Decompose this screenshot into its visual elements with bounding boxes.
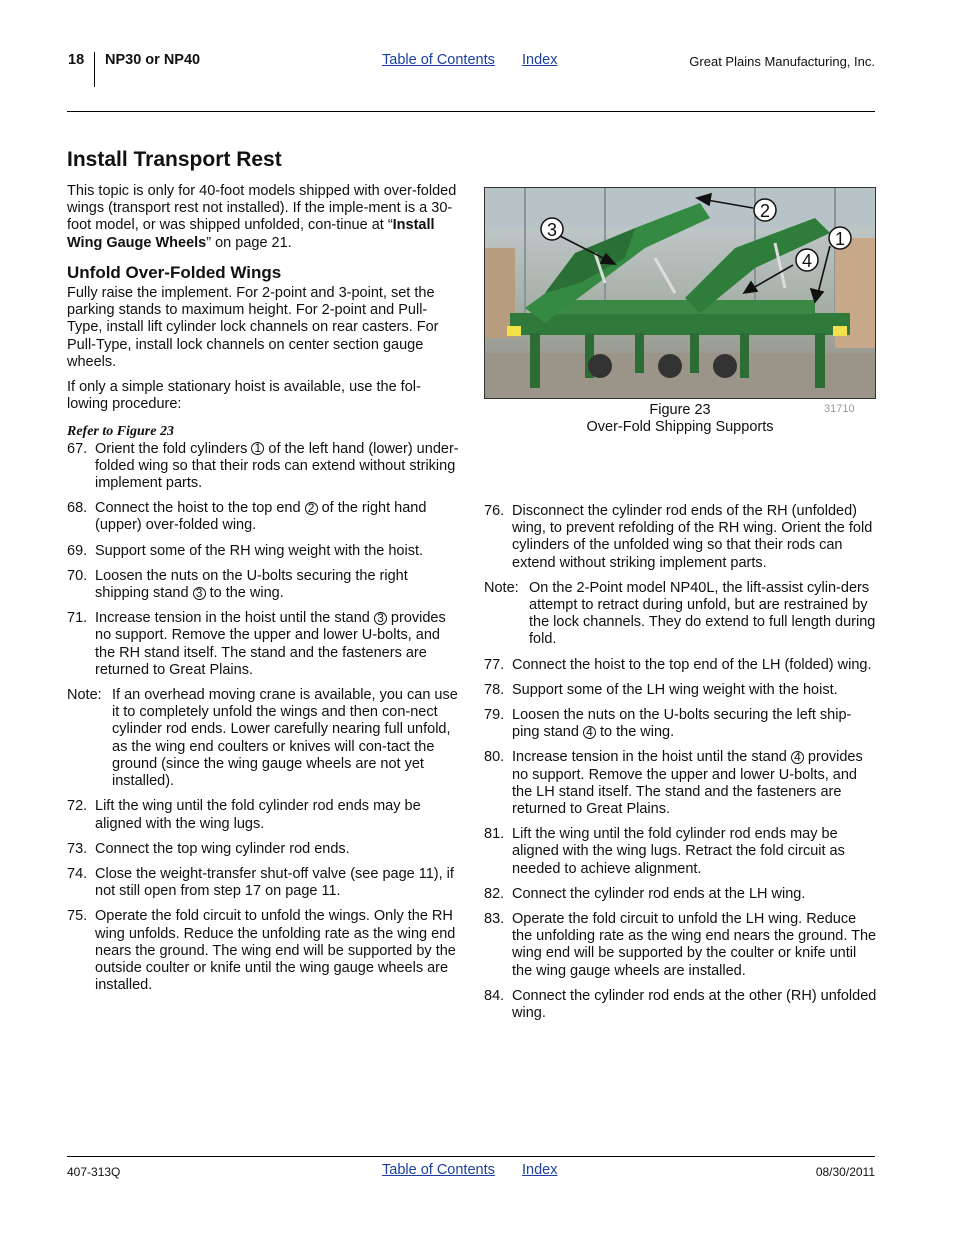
step-text-part: to the wing.: [205, 585, 284, 602]
step-item: [67, 441, 459, 493]
step-item: [484, 749, 878, 818]
paragraph-1: Fully raise the implement. For 2-point and 3-point, set the parking stands to maximum height. For 2-point and Pull-Type, install lift cylinder lock channels on rear casters. For Pull-Type, install lock channels on center section gauge wheels.: [67, 285, 439, 370]
subheading: Unfold Over-Folded Wings: [67, 262, 282, 282]
step-list-right-1: [484, 503, 878, 572]
note-left: [67, 687, 459, 790]
step-number: 68.: [67, 500, 88, 517]
step-number: 82.: [484, 885, 505, 902]
step-number: 76.: [484, 503, 505, 519]
step-item: [484, 503, 878, 572]
callout-4-label: 4: [801, 251, 813, 271]
figure-image-id: 31710: [824, 403, 855, 415]
step-item: [484, 826, 878, 878]
callout-ref-icon: 3: [193, 587, 206, 600]
intro-paragraph: [67, 183, 459, 252]
step-number: 81.: [484, 826, 505, 843]
refer-to-figure: Refer to Figure 23: [67, 424, 174, 440]
step-text-part: Connect the cylinder rod ends at the other (RH) unfolded wing.: [512, 987, 877, 1022]
step-text-part: Support some of the RH wing weight with the hoist.: [95, 542, 424, 559]
header-rule: [67, 111, 875, 112]
step-text: [512, 886, 878, 903]
step-text: [512, 682, 878, 699]
step-text-part: Increase tension in the hoist until the stand: [95, 610, 374, 627]
step-text-part: Lift the wing until the fold cylinder rod ends may be aligned with the wing lugs.: [95, 798, 421, 832]
step-item: [67, 610, 459, 679]
toc-link-bottom[interactable]: Table of Contents: [382, 1162, 495, 1178]
step-text: [512, 911, 878, 980]
step-list-left-2: [67, 798, 459, 994]
step-text: [512, 826, 878, 878]
company-name: Great Plains Manufacturing, Inc.: [689, 54, 875, 69]
step-item: [67, 866, 459, 900]
revision-date: 08/30/2011: [815, 1165, 875, 1179]
step-item: [484, 657, 878, 674]
step-item: [67, 500, 459, 534]
step-text-part: Operate the fold circuit to unfold the LH wing. Reduce the unfolding rate as the wing end nears the ground. The wing end will be supported by the coulter or knife until the wing gauge wheels are installed.: [512, 911, 877, 979]
step-number: 78.: [484, 681, 505, 698]
document-number: 407-313Q: [67, 1165, 121, 1179]
step-number: 80.: [484, 749, 505, 766]
note-label: Note:: [484, 579, 519, 596]
figure-23-image: [484, 187, 876, 399]
step-text-part: provides no support. Remove the upper and lower U-bolts, and the RH stand itself. The stand and the fasteners are returned to Great Plains.: [95, 610, 446, 678]
step-text-part: Connect the top wing cylinder rod ends.: [95, 840, 350, 857]
callout-ref-icon: 4: [791, 751, 804, 764]
index-link-bottom[interactable]: Index: [522, 1162, 558, 1178]
step-text: [95, 500, 459, 534]
callout-ref-icon: 4: [583, 726, 596, 739]
toc-link-top[interactable]: Table of Contents: [382, 52, 495, 68]
callout-ref-icon: 1: [251, 442, 264, 455]
paragraph-2: If only a simple stationary hoist is available, use the fol-lowing procedure:: [67, 379, 421, 413]
step-text-part: Operate the fold circuit to unfold the wings. Only the RH wing unfolds. Reduce the unfolding rate as the wing end nears the ground. The wing end will be supported by the outside coulter or knife until the wing gauge wheels are installed.: [95, 908, 456, 994]
callout-1-label: 1: [834, 229, 846, 249]
step-text: [95, 908, 459, 994]
right-column: [484, 503, 878, 1030]
intro-text-end: ” on page 21.: [206, 234, 292, 251]
step-text-part: Loosen the nuts on the U-bolts securing the left ship-ping stand: [512, 707, 852, 741]
step-text: [512, 503, 878, 572]
step-text: [512, 657, 878, 674]
step-number: 74.: [67, 865, 88, 882]
page-title: Install Transport Rest: [67, 148, 282, 171]
step-list-right-2: [484, 657, 878, 1023]
step-item: [484, 886, 878, 903]
step-number: 75.: [67, 908, 88, 925]
step-number: 77.: [484, 656, 505, 673]
step-text-part: provides no support. Remove the upper and lower U-bolts, and the LH stand itself. The stand and the fasteners are returned to Great Plains.: [512, 749, 863, 818]
note-right: [484, 580, 878, 649]
implement-photo: [485, 188, 875, 398]
note-label: Note:: [67, 687, 102, 704]
step-text-part: Close the weight-transfer shut-off valve (see page 11), if not still open from step 17 on page 11.: [95, 865, 454, 900]
left-column: [67, 183, 459, 1002]
step-text: [95, 841, 459, 858]
step-text-part: Connect the cylinder rod ends at the LH wing.: [512, 885, 806, 902]
step-number: 71.: [67, 610, 88, 627]
model-name: NP30 or NP40: [105, 52, 201, 68]
step-number: 70.: [67, 567, 88, 584]
callout-ref-icon: 2: [305, 502, 318, 515]
step-text-part: Disconnect the cylinder rod ends of the RH (unfolded) wing, to prevent refolding of the RH wing. Orient the fold cylinders of the unfolded wing so that their rods can extend without striking implement parts.: [512, 503, 873, 571]
callout-ref-icon: 3: [374, 612, 387, 625]
step-text: [95, 543, 459, 560]
step-number: 72.: [67, 798, 88, 815]
step-item: [67, 568, 459, 602]
step-text: [95, 798, 459, 832]
step-text: [95, 568, 459, 602]
step-text-part: Orient the fold cylinders: [95, 440, 252, 457]
step-text: [95, 610, 459, 679]
step-text: [512, 707, 878, 741]
figure-number: Figure 23: [649, 402, 711, 418]
step-item: [67, 798, 459, 832]
step-item: [67, 908, 459, 994]
step-text-part: of the left hand (lower) under-folded wing so that their rods can extend without striking implement parts.: [95, 440, 459, 492]
step-text-part: Connect the hoist to the top end: [95, 500, 305, 517]
step-number: 67.: [67, 440, 88, 457]
step-text-part: Increase tension in the hoist until the stand: [512, 749, 791, 766]
step-text-part: Support some of the LH wing weight with the hoist.: [512, 681, 838, 698]
step-text-part: Loosen the nuts on the U-bolts securing the right shipping stand: [95, 567, 408, 602]
step-item: [484, 682, 878, 699]
step-text-part: to the wing.: [595, 724, 675, 741]
step-number: 83.: [484, 911, 505, 928]
header-divider: [94, 52, 95, 87]
step-number: 79.: [484, 707, 505, 724]
page-number: 18: [68, 52, 85, 68]
step-text-part: Connect the hoist to the top end of the LH (folded) wing.: [512, 656, 872, 673]
step-item: [67, 841, 459, 858]
step-number: 73.: [67, 840, 88, 857]
figure-title: Over-Fold Shipping Supports: [586, 419, 774, 436]
step-item: [484, 707, 878, 741]
step-item: [484, 988, 878, 1022]
callout-2-label: 2: [759, 201, 771, 221]
callout-3-label: 3: [546, 220, 558, 240]
index-link-top[interactable]: Index: [522, 52, 558, 68]
intro-bold-link: Install Wing Gauge Wheels: [67, 217, 435, 251]
step-text-part: Lift the wing until the fold cylinder rod ends may be aligned with the wing lugs. Retract the fold circuit as needed to achieve alignment.: [512, 826, 845, 877]
step-list-left-1: [67, 441, 459, 679]
figure-caption: [560, 402, 800, 436]
note-text: If an overhead moving crane is available, you can use it to completely unfold the wings and then con-nect cylinder rod ends. Lower carefully nearing full unfold, as the wing end coulters or knives will con-tact the ground (since the wing gauge wheels are not yet installed).: [112, 687, 458, 790]
step-text: [512, 749, 878, 818]
step-item: [484, 911, 878, 980]
step-text: [95, 441, 459, 493]
step-item: [67, 543, 459, 560]
step-text: [512, 988, 878, 1022]
note-text: On the 2-Point model NP40L, the lift-assist cylin-ders attempt to retract during unfold, but are restrained by the lock channels. They do extend to full length during fold.: [529, 579, 876, 648]
intro-text: This topic is only for 40-foot models shipped with over-folded wings (transport rest not installed). If the imple-ment is a 30-foot model, or was shipped unfolded, con-tinue at “: [67, 183, 457, 234]
step-number: 84.: [484, 987, 505, 1004]
step-text-part: of the right hand (upper) over-folded wing.: [95, 500, 427, 534]
step-text: [95, 866, 459, 900]
step-number: 69.: [67, 542, 88, 559]
footer-rule: [67, 1156, 875, 1157]
